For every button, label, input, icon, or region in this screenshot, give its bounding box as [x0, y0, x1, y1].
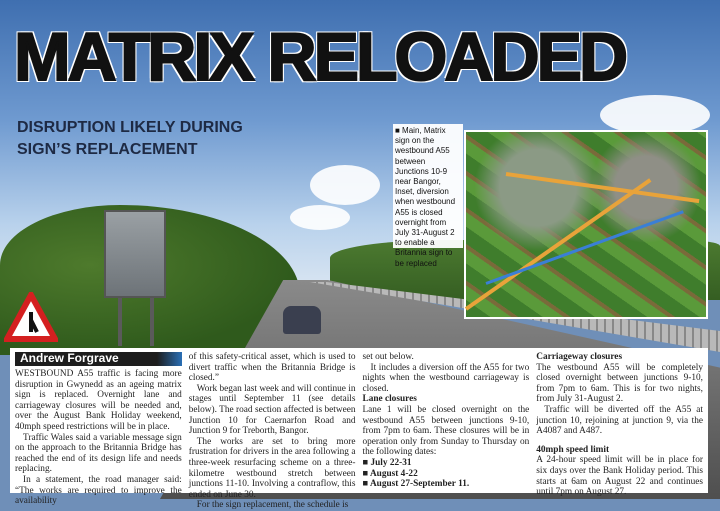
article-column-1 — [15, 351, 182, 507]
paragraph: set out below. — [362, 352, 414, 362]
merge-warning-sign-icon — [4, 292, 58, 342]
paragraph: For the sign replacement, the schedule is — [196, 500, 349, 511]
photo-car — [283, 306, 321, 334]
sign-post — [150, 296, 154, 346]
article-column-3 — [363, 352, 530, 489]
matrix-sign — [104, 210, 166, 298]
article-column-4 — [536, 352, 703, 498]
paragraph: of this safety-critical asset, which is used to divert traffic when the Britannia Bridge is closed.” — [188, 352, 356, 384]
subheadline — [17, 117, 277, 161]
subheadline-line: DISRUPTION LIKELY DURING — [17, 119, 243, 136]
map-diversion-route — [485, 210, 683, 285]
subheadline-line: SIGN’S REPLACEMENT — [17, 141, 198, 158]
cloud — [310, 165, 380, 205]
paragraph: A 24-hour speed limit will be in place for six days over the Bank Holiday period. This starts at 6am on August 22 and continues until 7pm on August 27. — [536, 455, 703, 498]
section-heading: 40mph speed limit — [536, 444, 610, 455]
paragraph: The works are set to bring more frustration for drivers in the area following a three-week resurfacing scheme on a three-kilometre westbound stretch between junctions 11-10. Involving a contraflow, this ended on June 30. — [188, 436, 356, 500]
section-heading: Lane closures — [362, 394, 417, 405]
paragraph: Traffic Wales said a variable message sign on the approach to the Britannia Bridge has reached the end of its design life and needs replacing. — [15, 432, 182, 475]
map-road — [465, 178, 652, 310]
sign-post — [118, 296, 122, 346]
byline: Andrew Forgrave — [15, 352, 182, 366]
cloud — [290, 205, 350, 230]
paragraph: It includes a diversion off the A55 for two nights when the westbound carriageway is closed. — [362, 362, 530, 394]
paragraph: The westbound A55 will be completely closed overnight between junctions 9-10, from 7pm to 6am. This is for two nights, from July 31-August 2. — [536, 362, 703, 405]
article-column-2 — [188, 352, 356, 511]
paragraph: Lane 1 will be closed overnight on the westbound A55 between junctions 9-10, from 7pm to 6am. These closures will be in operation only from Sunday to Thursday on the following dates: — [362, 404, 530, 458]
map-road — [506, 172, 700, 203]
headline: MATRIX RELOADED — [14, 19, 626, 95]
paragraph: In a statement, the road manager said: “The works are required to improve the availability — [15, 474, 182, 507]
diversion-map-inset — [464, 130, 708, 319]
paragraph: Traffic will be diverted off the A55 at junction 10, rejoining at junction 9, via the A4087 and A487. — [536, 404, 703, 437]
spacer — [536, 437, 703, 445]
paragraph: Work began last week and will continue in stages until September 11 (see details below). The road section affected is between Junction 10 for Caernarfon Road and Junction 9 for Treborth, Bangor. — [188, 383, 356, 437]
paragraph: WESTBOUND A55 traffic is facing more disruption in Gwynedd as an ageing matrix sign is replaced. Overnight lane and carriageway closures will be needed and, over the August Bank Holiday weekend, 40mph speed restrictions will be in place. — [15, 369, 182, 432]
photo-caption: ■ Main, Matrix sign on the westbound A55 between Junctions 10-9 near Bangor, Inset, diversion when westbound A55 is closed overnight from July 31-August 2 to enable a Britannia sign to be replaced — [393, 124, 463, 248]
date-bullet: ■ August 4-22 — [363, 469, 530, 480]
date-bullet: ■ August 27-September 11. — [363, 479, 530, 490]
section-heading: Carriageway closures — [536, 352, 623, 362]
article-body — [10, 348, 708, 511]
date-bullet: ■ July 22-31 — [363, 458, 530, 469]
